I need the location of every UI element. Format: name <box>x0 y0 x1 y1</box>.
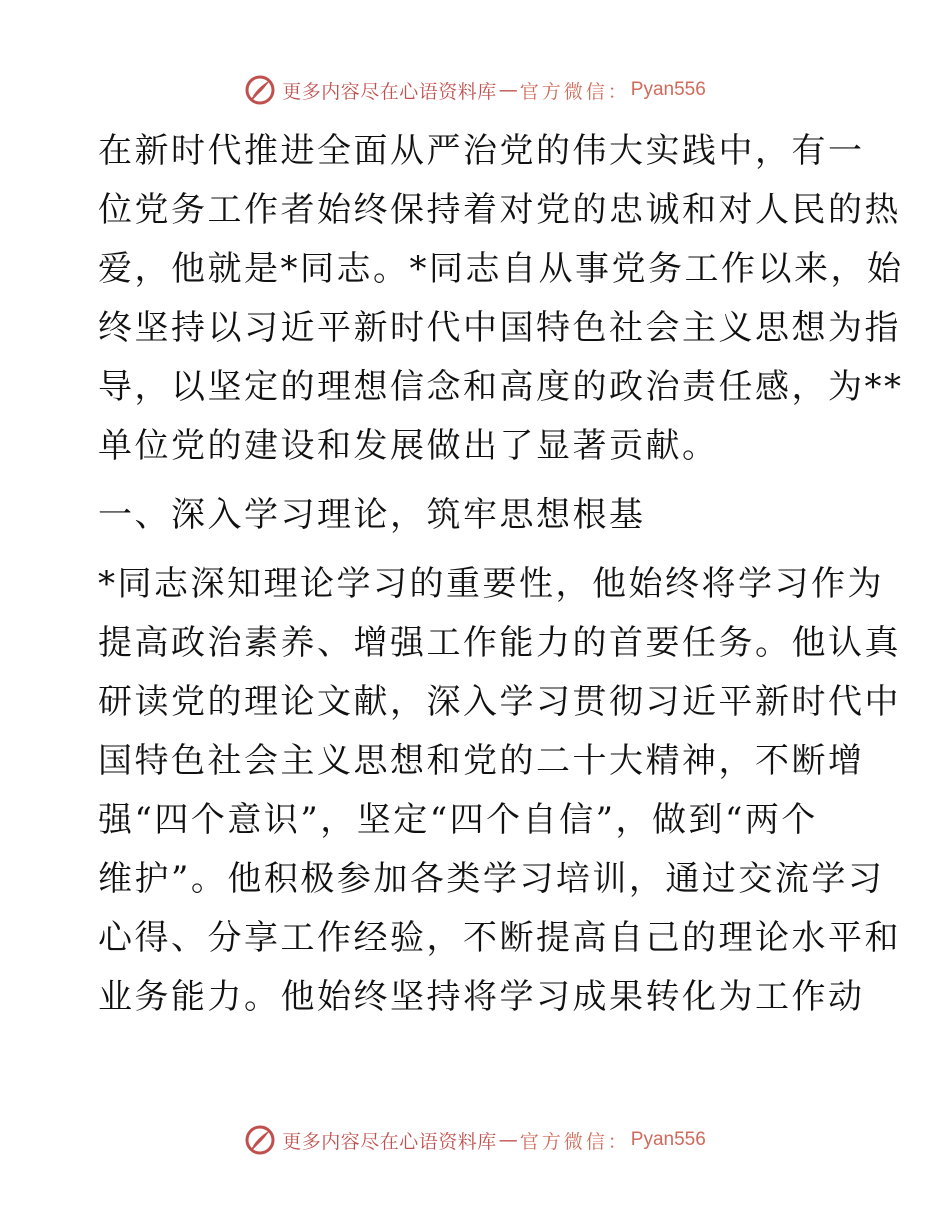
section-paragraph <box>98 555 901 1027</box>
watermark-dash: — <box>498 79 518 101</box>
watermark-account: Pyan556 <box>630 79 706 100</box>
footer-watermark <box>0 1120 950 1160</box>
section-line: 国特色社会主义思想和党的二十大精神，不断增 <box>98 741 865 781</box>
document-body <box>98 122 904 1027</box>
quill-pen-logo-icon <box>244 1124 276 1156</box>
intro-line: 爱，他就是*同志。*同志自从事党务工作以来，始 <box>98 249 904 289</box>
section-heading: 一、深入学习理论，筑牢思想根基 <box>98 495 646 535</box>
watermark-label: 官方微信 <box>519 1130 608 1153</box>
intro-line: 终坚持以习近平新时代中国特色社会主义思想为指 <box>98 308 901 348</box>
section-line: *同志深知理论学习的重要性，他始终将学习作为 <box>98 564 884 604</box>
section-line: 业务能力。他始终坚持将学习成果转化为工作动 <box>98 977 865 1017</box>
watermark-label: 官方微信 <box>519 80 608 103</box>
section-line: 强“四个意识”，坚定“四个自信”，做到“两个 <box>98 800 818 840</box>
watermark-colon: ： <box>607 80 627 103</box>
quill-pen-logo-icon <box>244 74 276 106</box>
section-line: 维护”。他积极参加各类学习培训，通过交流学习 <box>98 859 885 899</box>
watermark-colon: ： <box>607 1130 627 1153</box>
intro-line: 在新时代推进全面从严治党的伟大实践中，有一 <box>98 131 865 171</box>
section-line: 提高政治素养、增强工作能力的首要任务。他认真 <box>98 623 901 663</box>
intro-paragraph <box>98 122 904 476</box>
watermark-account: Pyan556 <box>630 1129 706 1150</box>
section-line: 研读党的理论文献，深入学习贯彻习近平新时代中 <box>98 682 901 722</box>
watermark-site-text: 更多内容尽在心语资料库 <box>282 1130 497 1153</box>
watermark-site-text: 更多内容尽在心语资料库 <box>282 80 497 103</box>
header-watermark <box>0 70 950 110</box>
section-line: 心得、分享工作经验，不断提高自己的理论水平和 <box>98 918 901 958</box>
intro-line: 单位党的建设和发展做出了显著贡献。 <box>98 426 719 466</box>
watermark-dash: — <box>498 1129 518 1151</box>
intro-line: 导，以坚定的理想信念和高度的政治责任感，为** <box>98 367 904 407</box>
intro-line: 位党务工作者始终保持着对党的忠诚和对人民的热 <box>98 190 901 230</box>
section-gap <box>98 545 850 555</box>
